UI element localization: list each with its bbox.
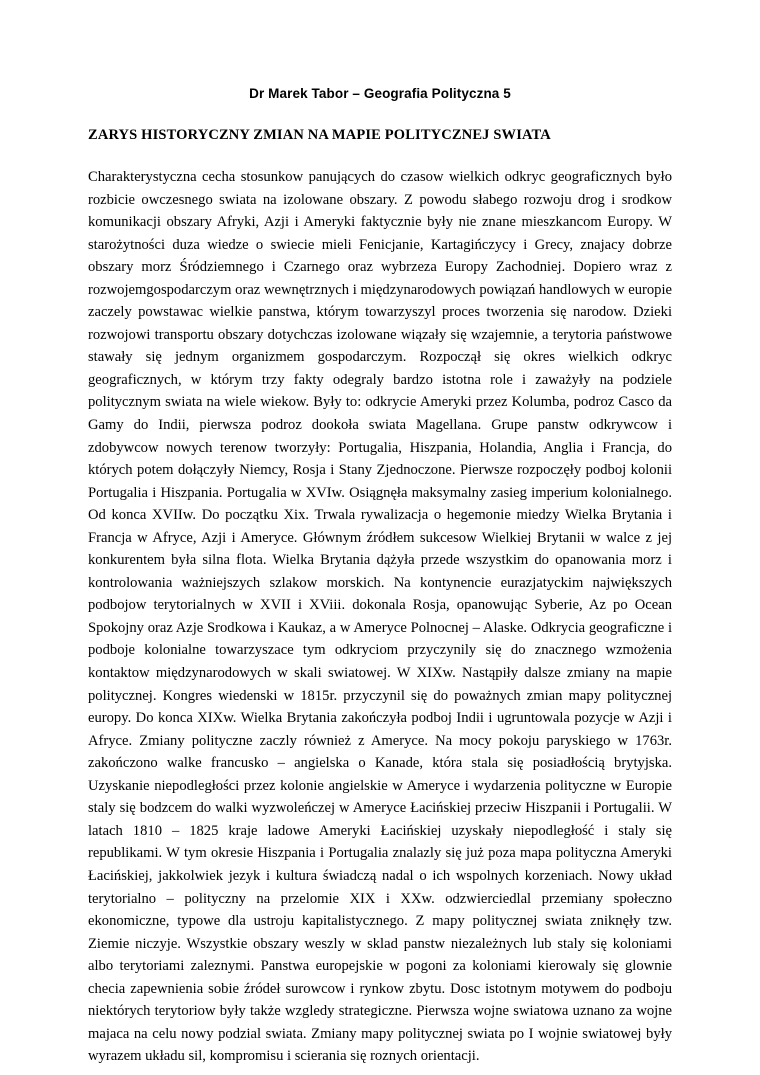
document-header: Dr Marek Tabor – Geografia Polityczna 5 — [249, 86, 511, 101]
page-title: ZARYS HISTORYCZNY ZMIAN NA MAPIE POLITYCZNEJ SWIATA — [88, 127, 551, 143]
document-body-paragraph: Charakterystyczna cecha stosunkow panujących do czasow wielkich odkryc geograficznych było rozbicie owczesnego swiata na izolowane obszary. Z powodu słabego rozwoju drog i srodkow komunikacji obszary Afryki, Azji i Ameryki faktycznie były nie znane mieszkancom Europy. W starożytności duza wiedze o swiecie mieli Fenicjanie, Kartagińczycy i Grecy, znajacy dobrze obszary morz Śródziemnego i Czarnego oraz wybrzeza Europy Zachodniej. Dopiero wraz z rozwojemgospodarczym oraz wewnętrznych i międzynarodowych powiązań handlowych w europie zaczely powstawac wielkie panstwa, którym towarzyszyl proces tworzenia się narodow. Dzieki rozwojowi transportu obszary dotychczas izolowane wiązały się wzajemnie, a terytoria państwowe stawały się jednym organizmem gospodarczym. Rozpoczął się okres wielkich odkryc geograficznych, w którym trzy fakty odegraly bardzo istotna role i zaważyły na podziele politycznym swiata na wiele wiekow. Były to: odkrycie Ameryki przez Kolumba, podroz Casco da Gamy do Indii, pierwsza podroz dookoła swiata Magellana. Grupe panstw odkrywcow i zdobywcow nowych terenow tworzyły: Portugalia, Hiszpania, Holandia, Anglia i Francja, do których potem dołączyły Niemcy, Rosja i Stany Zjednoczone. Pierwsze rozpoczęły podboj kolonii Portugalia i Hiszpania. Portugalia w XVIw. Osiągnęła maksymalny zasieg imperium kolonialnego. Od konca XVIIw. Do początku Xix. Trwala rywalizacja o hegemonie miedzy Wielka Brytania i Francja w Afryce, Azji i Ameryce. Głównym źródłem sukcesow Wielkiej Brytanii w walce z jej konkurentem była silna flota. Wielka Brytania dążyła przede wszystkim do opanowania morz i kontrolowania ważniejszych szlakow morskich. Na kontynencie eurazjatyckim największych podbojow terytorialnych w XVII i XViii. dokonala Rosja, opanowując Syberie, Az po Ocean Spokojny oraz Azje Srodkowa i Kaukaz, a w Ameryce Polnocnej – Alaske. Odkrycia geograficzne i podboje kolonialne towarzyszace tym odkryciom przyczynily się do znacznego wzmożenia kontaktow międzynarodowych w skali swiatowej. W XIXw. Nastąpiły dalsze zmiany na mapie politycznej. Kongres wiedenski w 1815r. przyczynil się do poważnych zmian mapy politycznej europy. Do konca XIXw. Wielka Brytania zakończyła podboj Indii i ugruntowala pozycje w Azji i Afryce. Zmiany polityczne zaczly również z Ameryce. Na mocy pokoju paryskiego w 1763r. zakończono walke francusko – angielska o Kanade, która stala się posiadłością brytyjska. Uzyskanie niepodległości przez kolonie angielskie w Ameryce i wydarzenia polityczne w Europie staly się bodzcem do walki wyzwoleńczej w Ameryce Łacińskiej przeciw Hiszpanii i Portugalii. W latach 1810 – 1825 kraje ladowe Ameryki Łacińskiej uzyskały niepodległość i staly się republikami. W tym okresie Hiszpania i Portugalia znalazly się już poza mapa polityczna Ameryki Łacińskiej, jakkolwiek jezyk i kultura świadczą nadal o ich wspolnych korzeniach. Nowy układ terytorialno – polityczny na przelomie XIX i XXw. odzwierciedlal przemiany społeczno ekonomiczne, typowe dla ustroju kapitalistycznego. Z mapy politycznej swiata zniknęły tzw. Ziemie niczyje. Wszystkie obszary weszly w sklad panstw niezależnych lub staly się koloniami albo terytoriami zaleznymi. Panstwa europejskie w pogoni za koloniami kierowaly się glownie checia zapewnienia sobie źródeł surowcow i rynkow zbytu. Dosc istotnym motywem do podboju niektórych terytoriow były także wzgledy strategiczne. Pierwsza wojne swiatowa uznano za wojne majaca na celu nowy podzial swiata. Zmiany mapy politycznej swiata po I wojnie swiatowej były wyrazem układu sil, kompromisu i scierania się roznych orientacji. — [88, 169, 672, 1065]
